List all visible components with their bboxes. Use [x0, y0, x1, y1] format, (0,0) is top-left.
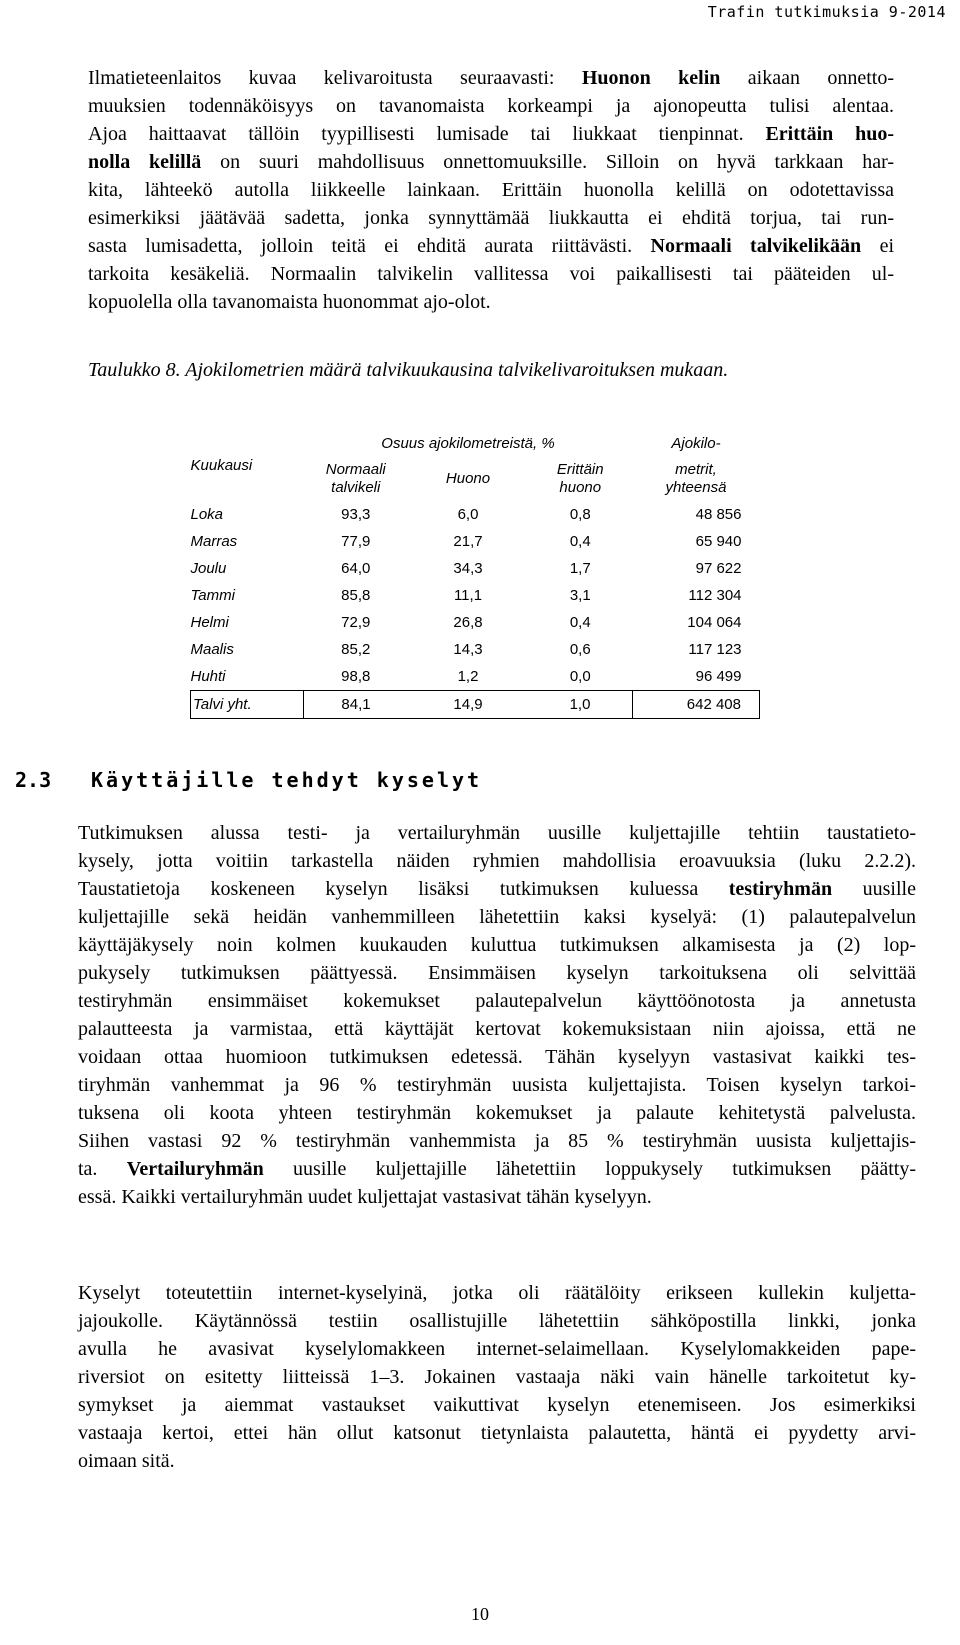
text-line [88, 232, 894, 260]
total-normal: 84,1 [304, 691, 409, 719]
text-segment: pukysely tutkimuksen päättyessä. Ensimmäisen kyselyn tarkoituksena oli selvittää [78, 962, 916, 984]
text-segment: tiryhmän vanhemmat ja 96 % testiryhmän uusista kuljettajista. Toisen kyselyn tarkoi- [78, 1074, 916, 1096]
section-title: Käyttäjille tehdyt kyselyt [91, 768, 483, 792]
bold-text: Huonon kelin [581, 67, 721, 89]
normal-cell: 64,0 [341, 559, 371, 577]
text-line [88, 148, 894, 176]
text-segment: muuksien todennäköisyys on tavanomaista korkeampi ja ajonopeutta tulisi alentaa. [88, 95, 894, 117]
table-row [191, 609, 760, 636]
month-cell: Joulu [190, 559, 227, 577]
text-segment: kita, lähteekö autolla liikkeelle lainkaan. Erittäin huonolla kelillä on odotettavissa [88, 179, 894, 201]
text-segment: ta. [78, 1158, 127, 1180]
table-row [191, 501, 760, 528]
text-segment: Tutkimuksen alussa testi- ja vertailuryhmän uusille kuljettajille tehtiin taustatieto- [78, 822, 916, 844]
total-very-poor: 1,0 [528, 691, 633, 719]
text-segment: kuljettajille sekä heidän vanhemmilleen lähetettiin kaksi kyselyä: (1) palautepalvelun [78, 906, 916, 928]
text-segment: aikaan onnetto- [720, 67, 894, 89]
total-header-line-1: Ajokilo- [671, 434, 721, 452]
very-poor-cell: 1,7 [569, 559, 591, 577]
text-segment: kopuolella olla tavanomaista huonommat ajo-olot. [88, 291, 491, 313]
total-km-cell: 117 123 [688, 640, 742, 658]
bold-text: Erittäin huo- [765, 123, 894, 145]
text-line [78, 1071, 916, 1099]
text-segment: oimaan sitä. [78, 1450, 175, 1472]
month-cell: Marras [190, 532, 238, 550]
normal-cell: 85,8 [341, 586, 371, 604]
bold-text: nolla kelillä [88, 151, 202, 173]
text-line [88, 92, 894, 120]
mileage-table [190, 430, 760, 719]
text-segment: Ilmatieteenlaitos kuvaa kelivaroitusta seuraavasti: [88, 67, 582, 89]
text-segment: on suuri mahdollisuus onnettomuuksille. Silloin on hyvä tarkkaan har- [201, 151, 894, 173]
text-line [78, 959, 916, 987]
total-km-cell: 96 499 [695, 667, 742, 685]
table-body [191, 501, 760, 691]
text-segment: palautteesta ja varmistaa, että käyttäjät kertovat kokemuksistaan niin ajoissa, että ne [78, 1018, 916, 1040]
section-number: 2.3 [15, 768, 52, 792]
text-line [78, 819, 916, 847]
total-header-line-3: yhteensä [665, 479, 727, 496]
normal-header [304, 457, 409, 501]
text-segment: tarkoita kesäkeliä. Normaalin talvikelin vallitessa voi paikallisesti tai pääteiden ul- [88, 263, 894, 285]
text-line [78, 1391, 916, 1419]
text-segment: Kyselyt toteutettiin internet-kyselyinä, jotka oli räätälöity erikseen kullekin kuljetta- [78, 1282, 916, 1304]
poor-cell: 1,2 [457, 667, 479, 685]
month-cell: Maalis [190, 640, 234, 658]
text-line [78, 1307, 916, 1335]
text-line [78, 1015, 916, 1043]
text-line [88, 288, 894, 316]
very-poor-cell: 3,1 [569, 586, 591, 604]
share-group-header: Osuus ajokilometreistä, % [381, 434, 555, 452]
poor-cell: 34,3 [453, 559, 483, 577]
text-line [78, 1447, 916, 1475]
text-segment: Taustatietoja koskeneen kyselyn lisäksi tutkimuksen kuluessa [78, 878, 729, 900]
poor-cell: 26,8 [453, 613, 483, 631]
text-line [78, 903, 916, 931]
text-line [78, 1127, 916, 1155]
normal-cell: 72,9 [341, 613, 371, 631]
total-km-cell: 97 622 [695, 559, 742, 577]
total-km-cell: 48 856 [695, 505, 742, 523]
text-segment: uusille [832, 878, 916, 900]
poor-cell: 6,0 [457, 505, 479, 523]
text-segment: riversiot on esitetty liitteissä 1–3. Jokainen vastaaja näki vain hänelle tarkoitetut ky- [78, 1366, 916, 1388]
text-segment: symykset ja aiemmat vastaukset vaikuttivat kyselyn etenemiseen. Jos esimerkiksi [78, 1394, 916, 1416]
text-segment: voidaan ottaa huomioon tutkimuksen edetessä. Tähän kyselyyn vastasivat kaikki tes- [78, 1046, 916, 1068]
total-header-line-2: metrit, [675, 461, 717, 478]
total-month: Talvi yht. [191, 691, 304, 719]
text-line [78, 1155, 916, 1183]
text-segment: avulla he avasivat kyselylomakkeen internet-selaimellaan. Kyselylomakkeiden pape- [78, 1338, 916, 1360]
normal-cell: 93,3 [341, 505, 371, 523]
very-poor-cell: 0,6 [569, 640, 591, 658]
text-line [88, 120, 894, 148]
text-line [88, 260, 894, 288]
text-line [78, 1363, 916, 1391]
very-poor-header [528, 457, 633, 501]
text-segment: Ajoa haittaavat tällöin tyypillisesti lumisade tai liukkaat tienpinnat. [88, 123, 766, 145]
bold-text: Normaali talvikelikään [650, 235, 862, 257]
very-poor-cell: 0,4 [569, 613, 591, 631]
total-km-cell: 104 064 [687, 613, 742, 631]
poor-cell: 11,1 [453, 586, 483, 604]
table-row [191, 582, 760, 609]
text-line [78, 1043, 916, 1071]
text-line [78, 987, 916, 1015]
very-poor-cell: 0,0 [569, 667, 591, 685]
table-header-row-1 [191, 430, 760, 457]
text-segment: sasta lumisadetta, jolloin teitä ei ehditä aurata riittävästi. [88, 235, 651, 257]
text-segment: ei [861, 235, 894, 257]
poor-cell: 21,7 [453, 532, 483, 550]
text-line [78, 1183, 916, 1211]
text-segment: testiryhmän ensimmäiset kokemukset palautepalvelun käyttöönotosta ja annetusta [78, 990, 916, 1012]
bold-text: testiryhmän [728, 878, 833, 900]
text-line [78, 847, 916, 875]
text-line [88, 176, 894, 204]
poor-cell: 14,3 [453, 640, 483, 658]
very-poor-cell: 0,4 [569, 532, 591, 550]
normal-cell: 85,2 [341, 640, 371, 658]
normal-cell: 98,8 [341, 667, 371, 685]
text-segment: vastaaja kertoi, ettei hän ollut katsonut tietynlaista palautetta, häntä ei pyydetty arvi- [78, 1422, 916, 1444]
text-line [78, 1279, 916, 1307]
text-segment: uusille kuljettajille lähetettiin loppukysely tutkimuksen päätty- [263, 1158, 916, 1180]
table-row [191, 636, 760, 663]
text-line [78, 1099, 916, 1127]
table-row [191, 555, 760, 582]
total-km-cell: 112 304 [688, 586, 742, 604]
total-header [633, 457, 760, 501]
text-segment: esimerkiksi jäätävää sadetta, jonka synnyttämää liukkautta ei ehditä torjua, tai run- [88, 207, 894, 229]
text-line [78, 1419, 916, 1447]
surveys-paragraph [78, 1279, 916, 1475]
running-header [0, 0, 960, 24]
bold-text: Vertailuryhmän [126, 1158, 264, 1180]
month-cell: Loka [190, 505, 224, 523]
normal-header-line-2: talvikeli [331, 479, 381, 496]
text-segment: tuksena oli koota yhteen testiryhmän kokemukset ja palaute kehitetystä palvelusta. [78, 1102, 916, 1124]
intro-paragraph [88, 64, 894, 316]
table-header-row-2 [191, 457, 760, 501]
normal-cell: 77,9 [341, 532, 371, 550]
table-total-row [191, 691, 760, 719]
text-segment: jajoukolle. Käytännössä testiin osallistujille lähetettiin sähköpostilla linkki, jonka [78, 1310, 916, 1332]
total-poor: 14,9 [408, 691, 528, 719]
text-line [78, 1335, 916, 1363]
month-cell: Helmi [190, 613, 229, 631]
very-poor-cell: 0,8 [569, 505, 591, 523]
running-title: Trafin tutkimuksia 9-2014 [707, 3, 946, 21]
text-segment: essä. Kaikki vertailuryhmän uudet kuljettajat vastasivat tähän kyselyyn. [78, 1186, 652, 1208]
page-number: 10 [471, 1604, 489, 1624]
very-poor-header-line-2: huono [559, 479, 602, 496]
table-row [191, 528, 760, 555]
text-segment: kysely, jotta voitiin tarkastella näiden ryhmien mahdollisia eroavuuksia (luku 2.2.2). [78, 850, 916, 872]
month-header: Kuukausi [190, 457, 253, 474]
text-line [78, 931, 916, 959]
section-heading [15, 768, 482, 792]
very-poor-header-line-1: Erittäin [556, 461, 604, 478]
text-segment: Siihen vastasi 92 % testiryhmän vanhemmista ja 85 % testiryhmän uusista kuljettajis- [78, 1130, 916, 1152]
text-line [78, 875, 916, 903]
text-line [88, 204, 894, 232]
section-paragraph [78, 819, 916, 1211]
text-segment: käyttäjäkysely noin kolmen kuukauden kuluttua tutkimuksen alkamisesta ja (2) lop- [78, 934, 916, 956]
poor-header: Huono [445, 470, 491, 487]
month-cell: Huhti [190, 667, 226, 685]
normal-header-line-1: Normaali [325, 461, 386, 478]
total-km-cell: 65 940 [695, 532, 742, 550]
text-line [88, 64, 894, 92]
table-caption: Taulukko 8. Ajokilometrien määrä talvikuukausina talvikelivaroituksen mukaan. [88, 359, 729, 381]
total-km: 642 408 [633, 691, 760, 719]
table-row [191, 663, 760, 691]
month-cell: Tammi [190, 586, 235, 604]
